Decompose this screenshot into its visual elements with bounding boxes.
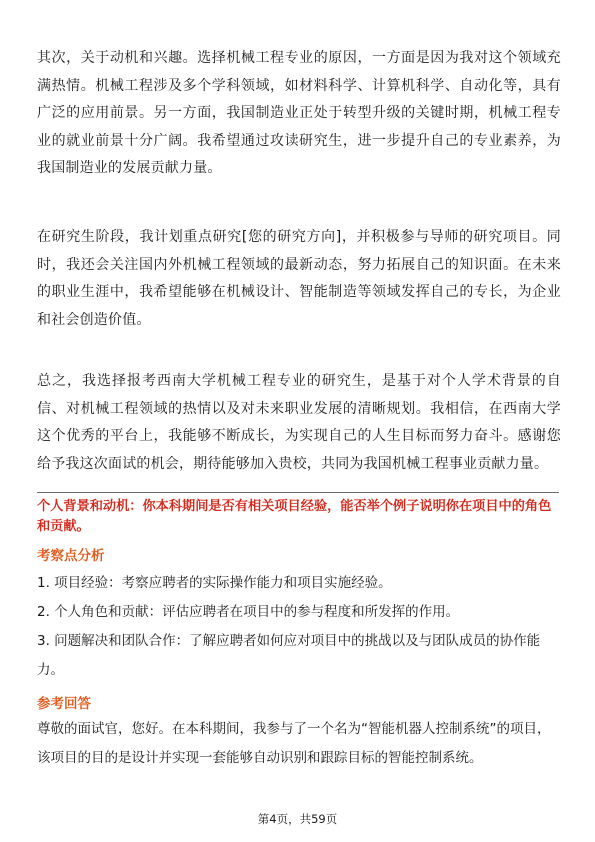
body-paragraph-conclusion: 总之，我选择报考西南大学机械工程专业的研究生，是基于对个人学术背景的自信、对机械工程领域的热情以及对未来职业发展的清晰规划。我相信，在西南大学这个优秀的平台上，我能够不断成长，为实现自己的人生目标而努力奋斗。感谢您给予我这次面试的机会，期待能够加入贵校，共同为我国机械工程事业贡献力量。 xyxy=(37,373,561,472)
analysis-list xyxy=(37,569,561,685)
page-number: 第4页，共59页 xyxy=(257,812,338,826)
answer-text: 尊敬的面试官，您好。在本科期间，我参与了一个名为“智能机器人控制系统”的项目，该项目的目的是设计并实现一套能够自动识别和跟踪目标的智能控制系统。 xyxy=(37,721,551,766)
interview-question: 个人背景和动机：你本科期间是否有相关项目经验，能否举个例子说明你在项目中的角色和贡献。 xyxy=(37,499,552,534)
analysis-heading: 考察点分析 xyxy=(37,548,105,564)
answer-heading: 参考回答 xyxy=(37,696,91,712)
body-paragraph-research-plan: 在研究生阶段，我计划重点研究[您的研究方向]，并积极参与导师的研究项目。同时，我还会关注国内外机械工程领域的最新动态，努力拓展自己的知识面。在未来的职业生涯中，我希望能够在机械设计、智能制造等领域发挥自己的专长，为企业和社会创造价值。 xyxy=(37,229,561,328)
section-divider xyxy=(37,492,559,493)
analysis-item: 2. 个人角色和贡献：评估应聘者在项目中的参与程度和所发挥的作用。 xyxy=(37,604,460,620)
analysis-item: 3. 问题解决和团队合作：了解应聘者如何应对项目中的挑战以及与团队成员的协作能力。 xyxy=(37,633,541,678)
analysis-item: 1. 项目经验：考察应聘者的实际操作能力和项目实施经验。 xyxy=(37,575,392,591)
body-paragraph-motivation: 其次，关于动机和兴趣。选择机械工程专业的原因，一方面是因为我对这个领域充满热情。机械工程涉及多个学科领域，如材料科学、计算机科学、自动化等，具有广泛的应用前景。另一方面，我国制造业正处于转型升级的关键时期，机械工程专业的就业前景十分广阔。我希望通过攻读研究生，进一步提升自己的专业素养，为我国制造业的发展贡献力量。 xyxy=(37,50,561,176)
